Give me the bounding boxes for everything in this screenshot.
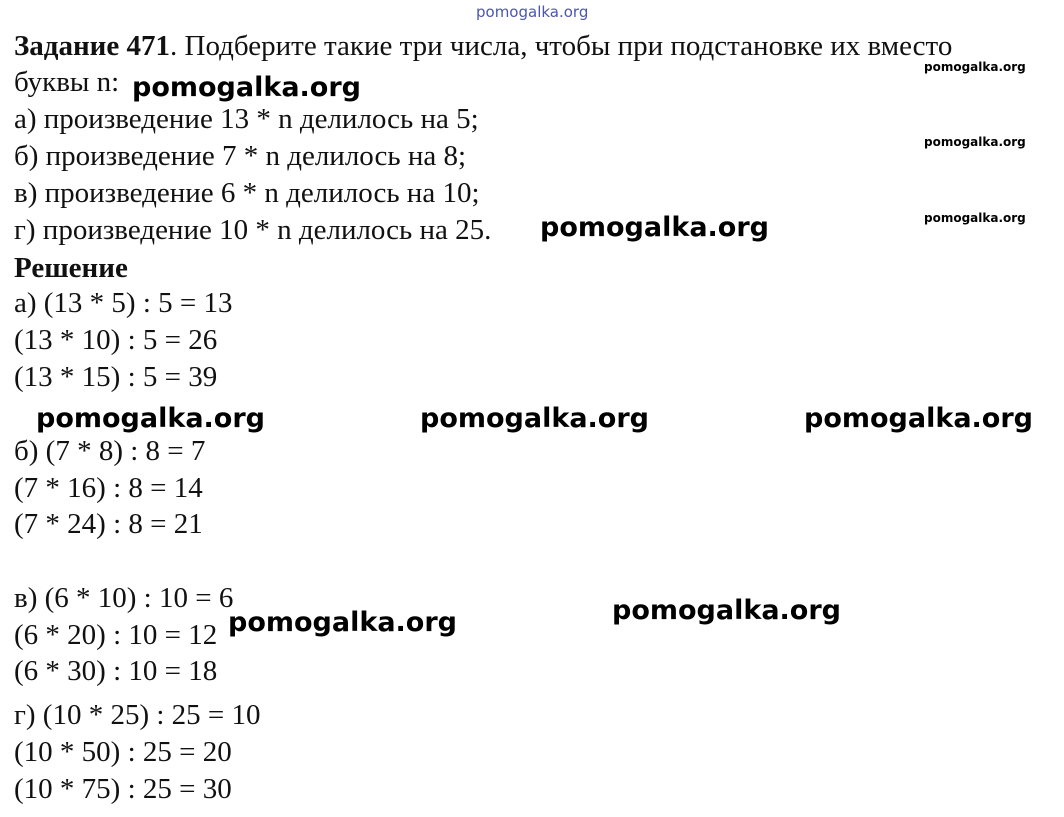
watermark-small: pomogalka.org [924,135,1026,149]
task-number: Задание 471 [14,30,171,62]
task-item-a: а) произведение 13 * n делилось на 5; [14,103,479,135]
watermark-small: pomogalka.org [924,60,1026,74]
solution-a-line-1: а) (13 * 5) : 5 = 13 [14,287,233,319]
watermark: pomogalka.org [420,403,649,434]
solution-v-line-2: (6 * 20) : 10 = 12 [14,619,218,651]
solution-a-line-2: (13 * 10) : 5 = 26 [14,324,218,356]
solution-b-line-2: (7 * 16) : 8 = 14 [14,472,203,504]
watermark: pomogalka.org [228,607,457,638]
watermark-small: pomogalka.org [924,211,1026,225]
watermark-top: pomogalka.org [476,3,589,21]
solution-v-line-3: (6 * 30) : 10 = 18 [14,655,218,687]
task-item-b: б) произведение 7 * n делилось на 8; [14,140,467,172]
solution-g-line-3: (10 * 75) : 25 = 30 [14,773,232,805]
task-item-g: г) произведение 10 * n делилось на 25. [14,214,492,246]
task-prompt-2: буквы n: [14,66,120,98]
solution-b-line-3: (7 * 24) : 8 = 21 [14,508,203,540]
solution-v-line-1: в) (6 * 10) : 10 = 6 [14,582,234,614]
task-prompt-1: . Подберите такие три числа, чтобы при подстановке их вместо [170,30,953,62]
watermark: pomogalka.org [36,403,265,434]
solution-b-line-1: б) (7 * 8) : 8 = 7 [14,435,206,467]
task-item-v: в) произведение 6 * n делилось на 10; [14,177,480,209]
solution-g-line-1: г) (10 * 25) : 25 = 10 [14,699,261,731]
task-line-1 [14,28,952,64]
solution-g-line-2: (10 * 50) : 25 = 20 [14,736,232,768]
watermark: pomogalka.org [132,72,361,103]
watermark: pomogalka.org [804,403,1033,434]
watermark: pomogalka.org [540,212,769,243]
solution-a-line-3: (13 * 15) : 5 = 39 [14,361,218,393]
watermark: pomogalka.org [612,595,841,626]
solution-heading: Решение [14,252,128,284]
